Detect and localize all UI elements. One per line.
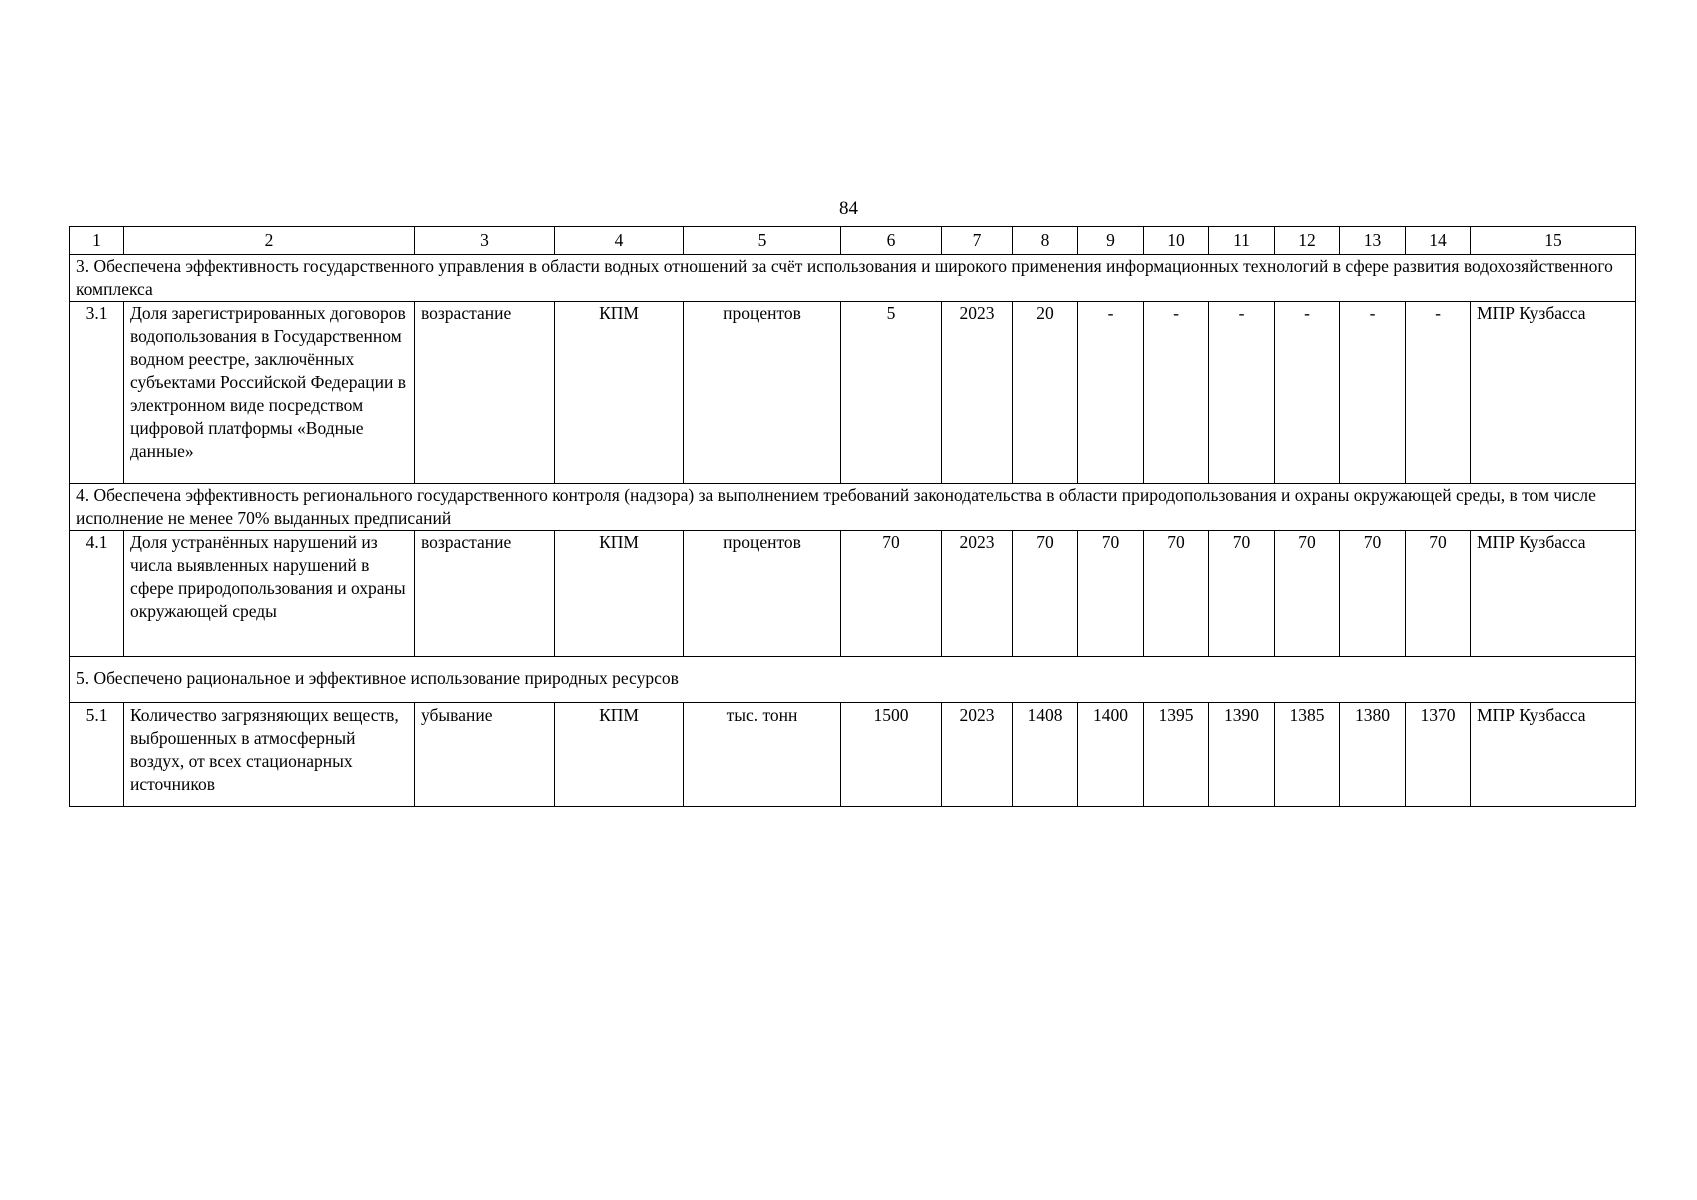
trend: убывание: [415, 703, 555, 807]
column-number: 4: [555, 227, 684, 255]
responsible: МПР Кузбасса: [1471, 531, 1636, 657]
value-col-12: -: [1275, 302, 1340, 484]
column-number: 12: [1275, 227, 1340, 255]
trend: возрастание: [415, 531, 555, 657]
value-col-8: 70: [1013, 531, 1078, 657]
value-col-11: 70: [1209, 531, 1275, 657]
table-row: [70, 703, 1636, 807]
section-header-row: [70, 657, 1636, 703]
indicator-name: Количество загрязняющих веществ, выброшенных в атмосферный воздух, от всех стационарных источников: [124, 703, 415, 807]
indicators-table: [69, 226, 1636, 807]
value-col-9: -: [1078, 302, 1144, 484]
value-col-9: 70: [1078, 531, 1144, 657]
column-number: 14: [1406, 227, 1471, 255]
base-year: 2023: [942, 703, 1013, 807]
responsible: МПР Кузбасса: [1471, 703, 1636, 807]
value-col-11: -: [1209, 302, 1275, 484]
page-number: 84: [839, 198, 858, 219]
row-number: 3.1: [70, 302, 124, 484]
value-col-11: 1390: [1209, 703, 1275, 807]
section-title: 5. Обеспечено рациональное и эффективное использование природных ресурсов: [70, 657, 1636, 703]
row-number: 5.1: [70, 703, 124, 807]
column-number: 11: [1209, 227, 1275, 255]
base-year: 2023: [942, 531, 1013, 657]
unit: процентов: [684, 302, 841, 484]
value-col-13: 1380: [1340, 703, 1406, 807]
base-value: 5: [841, 302, 942, 484]
column-number: 1: [70, 227, 124, 255]
column-number: 6: [841, 227, 942, 255]
indicator-type: КПМ: [555, 302, 684, 484]
column-number: 3: [415, 227, 555, 255]
value-col-12: 1385: [1275, 703, 1340, 807]
value-col-8: 1408: [1013, 703, 1078, 807]
value-col-12: 70: [1275, 531, 1340, 657]
value-col-10: 1395: [1144, 703, 1209, 807]
table-row: [70, 302, 1636, 484]
value-col-9: 1400: [1078, 703, 1144, 807]
column-number: 8: [1013, 227, 1078, 255]
column-number: 9: [1078, 227, 1144, 255]
value-col-14: 70: [1406, 531, 1471, 657]
section-title: 3. Обеспечена эффективность государственного управления в области водных отношений за счёт использования и широкого применения информационных технологий в сфере развития водохозяйственного комплекса: [70, 255, 1636, 302]
base-year: 2023: [942, 302, 1013, 484]
value-col-13: 70: [1340, 531, 1406, 657]
column-number: 2: [124, 227, 415, 255]
value-col-10: -: [1144, 302, 1209, 484]
value-col-14: -: [1406, 302, 1471, 484]
column-number: 5: [684, 227, 841, 255]
column-number: 13: [1340, 227, 1406, 255]
row-number: 4.1: [70, 531, 124, 657]
unit: процентов: [684, 531, 841, 657]
indicator-type: КПМ: [555, 531, 684, 657]
column-number: 7: [942, 227, 1013, 255]
indicator-name: Доля зарегистрированных договоров водопользования в Государственном водном реестре, заключённых субъектами Российской Федерации в электронном виде посредством цифровой платформы «Водные данные»: [124, 302, 415, 484]
indicator-type: КПМ: [555, 703, 684, 807]
column-number-row: [70, 227, 1636, 255]
indicator-name: Доля устранённых нарушений из числа выявленных нарушений в сфере природопользования и охраны окружающей среды: [124, 531, 415, 657]
unit: тыс. тонн: [684, 703, 841, 807]
value-col-10: 70: [1144, 531, 1209, 657]
trend: возрастание: [415, 302, 555, 484]
column-number: 15: [1471, 227, 1636, 255]
value-col-13: -: [1340, 302, 1406, 484]
base-value: 70: [841, 531, 942, 657]
section-title: 4. Обеспечена эффективность регионального государственного контроля (надзора) за выполнением требований законодательства в области природопользования и охраны окружающей среды, в том числе исполнение не менее 70% выданных предписаний: [70, 484, 1636, 531]
section-header-row: [70, 484, 1636, 531]
value-col-14: 1370: [1406, 703, 1471, 807]
responsible: МПР Кузбасса: [1471, 302, 1636, 484]
column-number: 10: [1144, 227, 1209, 255]
base-value: 1500: [841, 703, 942, 807]
table-row: [70, 531, 1636, 657]
section-header-row: [70, 255, 1636, 302]
value-col-8: 20: [1013, 302, 1078, 484]
